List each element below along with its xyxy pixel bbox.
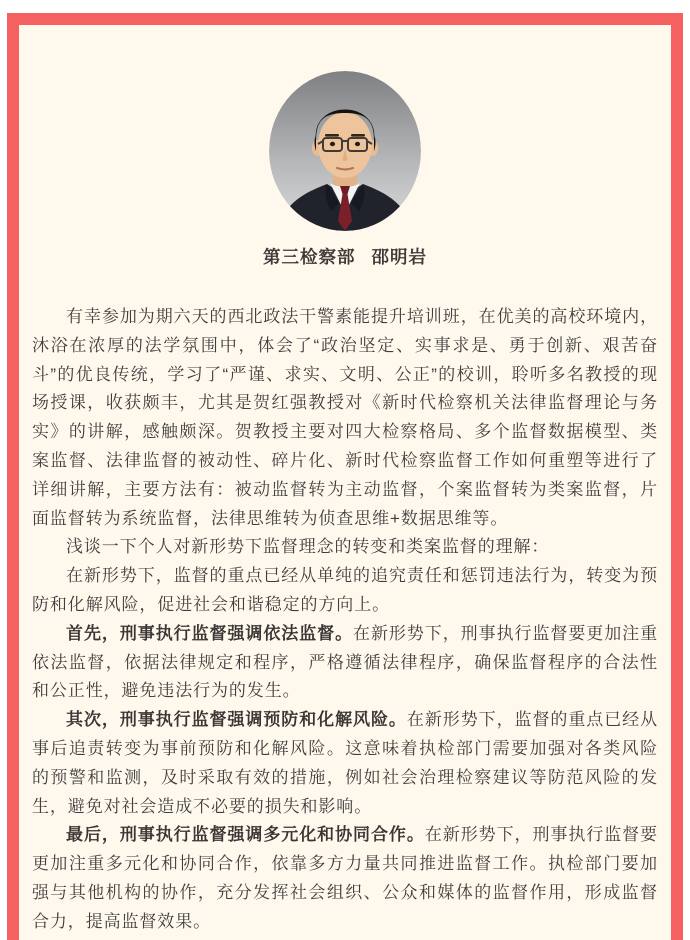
article-body <box>32 303 658 937</box>
department-label: 第三检察部 <box>263 247 356 267</box>
paragraph-6 <box>32 821 658 936</box>
paragraph-4-lead: 首先，刑事执行监督强调依法监督。 <box>66 623 354 643</box>
paragraph-5 <box>32 706 658 821</box>
portrait-photo <box>269 71 421 231</box>
paragraph-1 <box>32 303 658 533</box>
paragraph-1-text: 有幸参加为期六天的西北政法干警素能提升培训班，在优美的高校环境内，沐浴在浓厚的法学氛围中，体会了“政治坚定、实事求是、勇于创新、艰苦奋斗”的优良传统，学习了“严谨、求实、文明、公正”的校训，聆听多名教授的现场授课，收获颇丰，尤其是贺红强教授对《新时代检察机关法律监督理论与务实》的讲解，感触颇深。贺教授主要对四大检察格局、多个监督数据模型、类案监督、法律监督的被动性、碎片化、新时代检察监督工作如何重塑等进行了详细讲解，主要方法有：被动监督转为主动监督，个案监督转为类案监督，片面监督转为系统监督，法律思维转为侦查思维+数据思维等。 <box>32 307 658 528</box>
paragraph-2 <box>32 533 658 562</box>
paragraph-6-text: 在新形势下，刑事执行监督要更加注重多元化和协同合作，依靠多方力量共同推进监督工作。执检部门要加强与其他机构的协作，充分发挥社会组织、公众和媒体的监督作用，形成监督合力，提高监督效果。 <box>32 825 658 931</box>
paragraph-2-text: 浅谈一下个人对新形势下监督理念的转变和类案监督的理解： <box>66 537 550 557</box>
paragraph-5-text: 在新形势下，监督的重点已经从事后追责转变为事前预防和化解风险。这意味着执检部门需要加强对各类风险的预警和监测，及时采取有效的措施，例如社会治理检察建议等防范风险的发生，避免对社会造成不必要的损失和影响。 <box>32 710 658 816</box>
portrait-photo-illustration <box>269 71 421 231</box>
article-card <box>7 13 683 940</box>
paragraph-3-text: 在新形势下，监督的重点已经从单纯的追究责任和惩罚违法行为，转变为预防和化解风险，促进社会和谐稳定的方向上。 <box>32 566 658 614</box>
paragraph-4 <box>32 620 658 706</box>
paragraph-3 <box>32 562 658 620</box>
paragraph-6-lead: 最后，刑事执行监督强调多元化和协同合作。 <box>66 825 425 845</box>
paragraph-5-lead: 其次，刑事执行监督强调预防和化解风险。 <box>66 710 407 730</box>
photo-caption <box>32 244 658 269</box>
person-name: 邵明岩 <box>371 247 427 267</box>
card-content <box>19 25 671 937</box>
paragraph-4-text: 在新形势下，刑事执行监督要更加注重依法监督，依据法律规定和程序，严格遵循法律程序，确保监督程序的合法性和公正性，避免违法行为的发生。 <box>32 623 658 701</box>
